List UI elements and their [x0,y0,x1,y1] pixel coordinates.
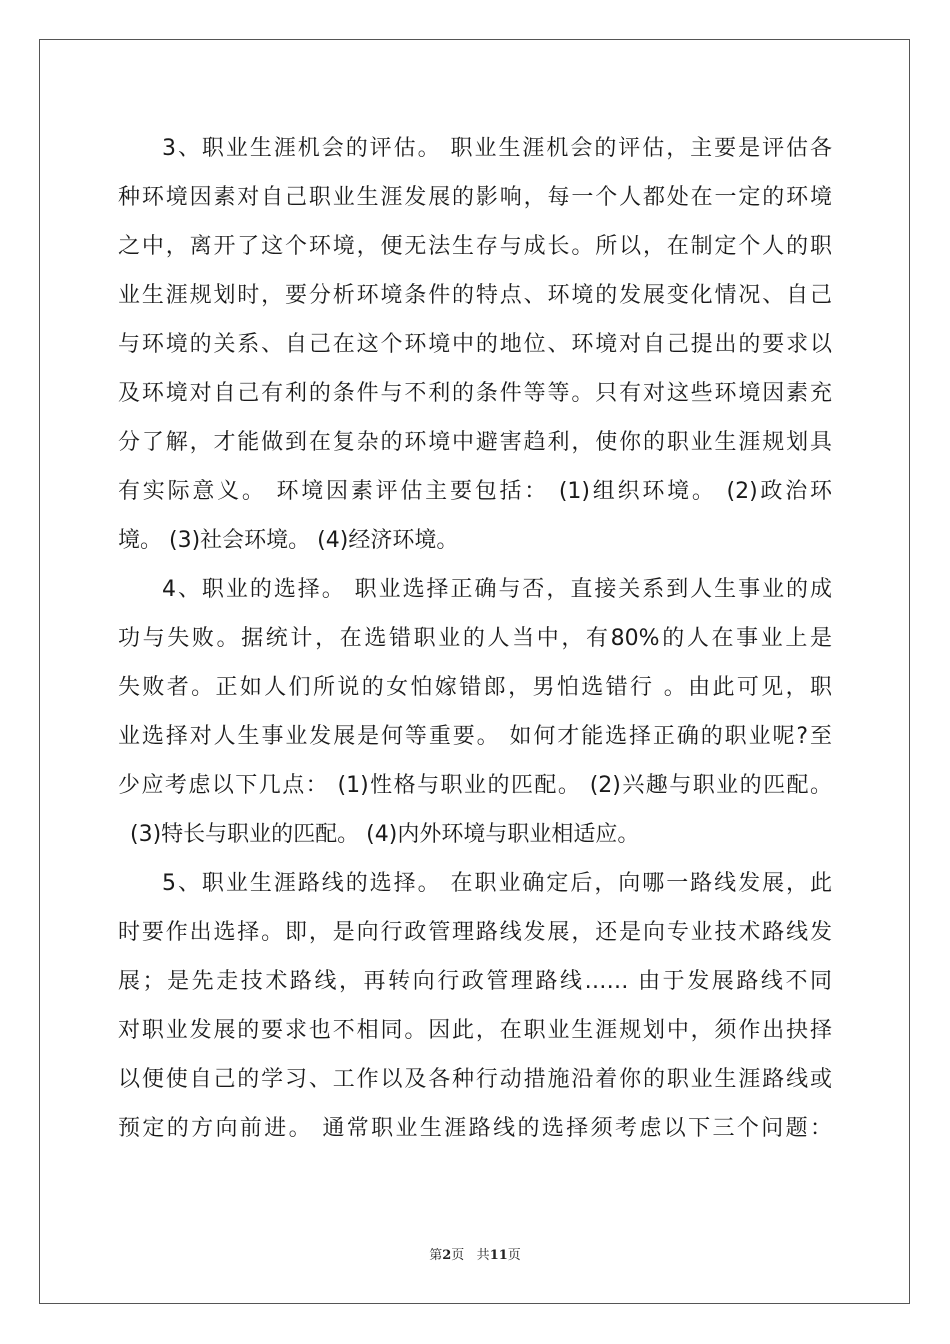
total-unit: 页 [507,1248,521,1263]
text-line: 及环境对自己有利的条件与不利的条件等等。只有对这些环境因素充 [118,381,832,406]
text-line: 失败者。正如人们所说的女怕嫁错郎，男怕选错行 。由此可见，职 [118,675,832,700]
document-body [118,124,832,1153]
text-line: 业选择对人生事业发展是何等重要。 如何才能选择正确的职业呢?至 [118,724,832,749]
page-unit: 页 [451,1248,465,1263]
text-line: (3)特长与职业的匹配。 (4)内外环境与职业相适应。 [130,822,640,847]
text-line: 功与失败。据统计，在选错职业的人当中，有80%的人在事业上是 [118,626,832,651]
text-line: 有实际意义。 环境因素评估主要包括： (1)组织环境。 (2)政治环 [118,479,832,504]
text-line: 之中，离开了这个环境，便无法生存与成长。所以，在制定个人的职 [118,234,832,259]
text-line: 分了解，才能做到在复杂的环境中避害趋利，使你的职业生涯规划具 [118,430,832,455]
text-line: 境。 (3)社会环境。 (4)经济环境。 [118,528,459,553]
page-footer [0,1244,950,1263]
text-line: 业生涯规划时，要分析环境条件的特点、环境的发展变化情况、自己 [118,283,832,308]
page-number: 2 [442,1248,452,1263]
total-prefix: 共 [476,1248,490,1263]
text-line: 3、职业生涯机会的评估。 职业生涯机会的评估，主要是评估各 [162,136,832,161]
page-prefix: 第 [429,1248,443,1263]
text-line: 与环境的关系、自己在这个环境中的地位、环境对自己提出的要求以 [118,332,832,357]
text-line: 对职业发展的要求也不相同。因此，在职业生涯规划中，须作出抉择 [118,1018,832,1043]
text-line: 种环境因素对自己职业生涯发展的影响，每一个人都处在一定的环境 [118,185,832,210]
text-line: 以便使自己的学习、工作以及各种行动措施沿着你的职业生涯路线或 [118,1067,832,1092]
text-line: 展；是先走技术路线，再转向行政管理路线…… 由于发展路线不同 [118,969,832,994]
text-line: 预定的方向前进。 通常职业生涯路线的选择须考虑以下三个问题： [118,1116,832,1141]
text-line: 4、职业的选择。 职业选择正确与否，直接关系到人生事业的成 [162,577,832,602]
text-line: 少应考虑以下几点： (1)性格与职业的匹配。 (2)兴趣与职业的匹配。 [118,773,832,798]
text-line: 5、职业生涯路线的选择。 在职业确定后，向哪一路线发展，此 [162,871,832,896]
total-pages: 11 [489,1248,508,1263]
text-line: 时要作出选择。即，是向行政管理路线发展，还是向专业技术路线发 [118,920,832,945]
